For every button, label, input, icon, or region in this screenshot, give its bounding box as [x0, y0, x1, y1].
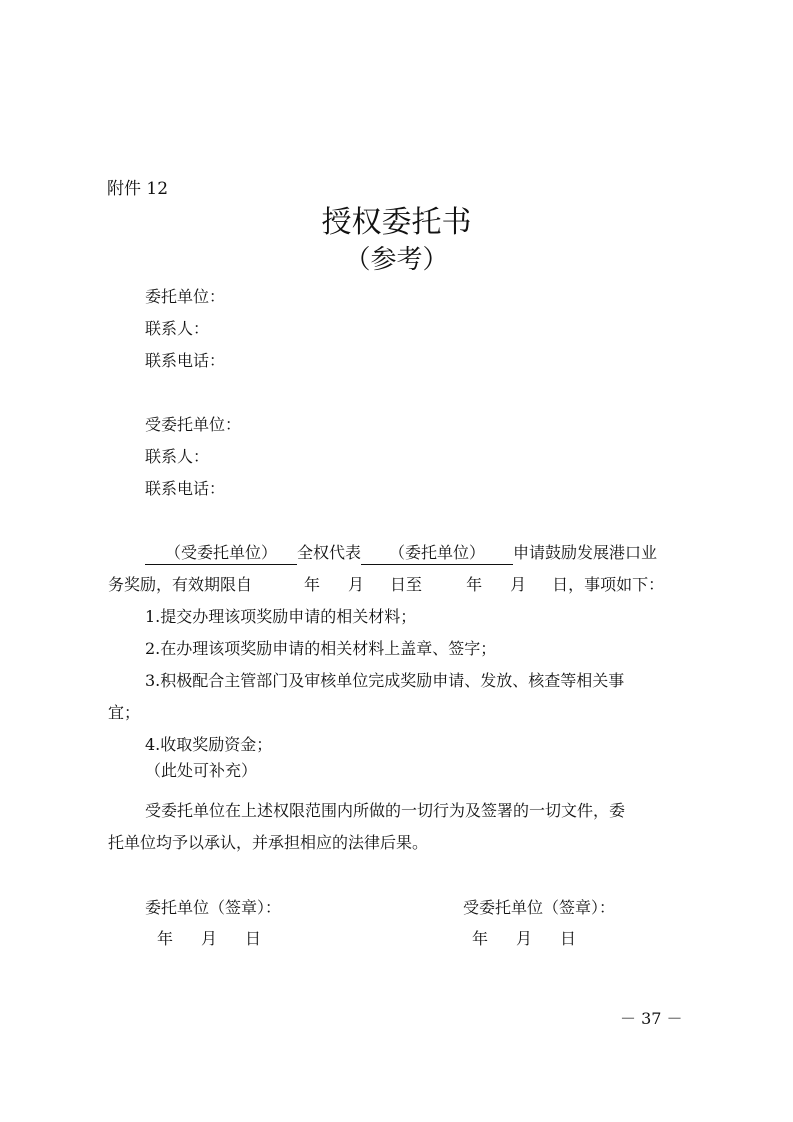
end-month: 月 — [510, 575, 527, 594]
attachment-label: 附件 12 — [107, 179, 169, 199]
principal-date-day: 日 — [245, 929, 262, 948]
item-4: 4.收取奖励资金； — [145, 735, 273, 754]
statement-line-2: 托单位均予以承认，并承担相应的法律后果。 — [108, 833, 429, 852]
page-number: － 37 － — [620, 1009, 683, 1028]
start-year: 年 — [304, 575, 321, 594]
agent-date-day: 日 — [560, 929, 577, 948]
supplement-note: （此处可补充） — [145, 761, 258, 780]
principal-signature-label: 委托单位（签章）： — [145, 898, 282, 917]
agent-date — [472, 928, 576, 950]
principal-date — [157, 928, 261, 950]
principal-contact-label: 联系人： — [145, 319, 210, 338]
statement-line-1: 受委托单位在上述权限范围内所做的一切行为及签署的一切文件，委 — [145, 801, 626, 820]
agent-date-year: 年 — [472, 929, 489, 948]
end-year: 年 — [466, 575, 483, 594]
text-full-authority: 全权代表 — [297, 543, 362, 562]
principal-date-year: 年 — [157, 929, 174, 948]
agent-contact-label: 联系人： — [145, 447, 210, 466]
document-subtitle: （参考） — [344, 245, 449, 275]
agent-signature-label: 受委托单位（签章）： — [463, 898, 616, 917]
text-apply: 申请鼓励发展港口业 — [513, 543, 658, 562]
item-3-line-2: 宜； — [108, 703, 141, 722]
item-2: 2.在办理该项奖励申请的相关材料上盖章、签字； — [145, 639, 497, 658]
end-day-items: 日，事项如下： — [552, 575, 665, 594]
validity-text: 务奖励，有效期限自 — [108, 575, 253, 594]
agent-date-month: 月 — [516, 929, 533, 948]
principal-unit-label: 委托单位： — [145, 287, 226, 306]
principal-date-month: 月 — [201, 929, 218, 948]
agent-unit-label: 受委托单位： — [145, 415, 242, 434]
document-title: 授权委托书 — [321, 205, 472, 240]
agent-phone-label: 联系电话： — [145, 479, 226, 498]
body-line-2 — [108, 574, 664, 596]
item-3-line-1: 3.积极配合主管部门及审核单位完成奖励申请、发放、核查等相关事 — [145, 671, 625, 690]
blank-principal-unit: （委托单位） — [361, 542, 513, 565]
start-day-to: 日至 — [390, 575, 423, 594]
start-month: 月 — [348, 575, 365, 594]
principal-phone-label: 联系电话： — [145, 351, 226, 370]
blank-agent-unit: （受委托单位） — [145, 542, 297, 565]
item-1: 1.提交办理该项奖励申请的相关材料； — [145, 607, 417, 626]
body-line-1 — [145, 542, 657, 565]
